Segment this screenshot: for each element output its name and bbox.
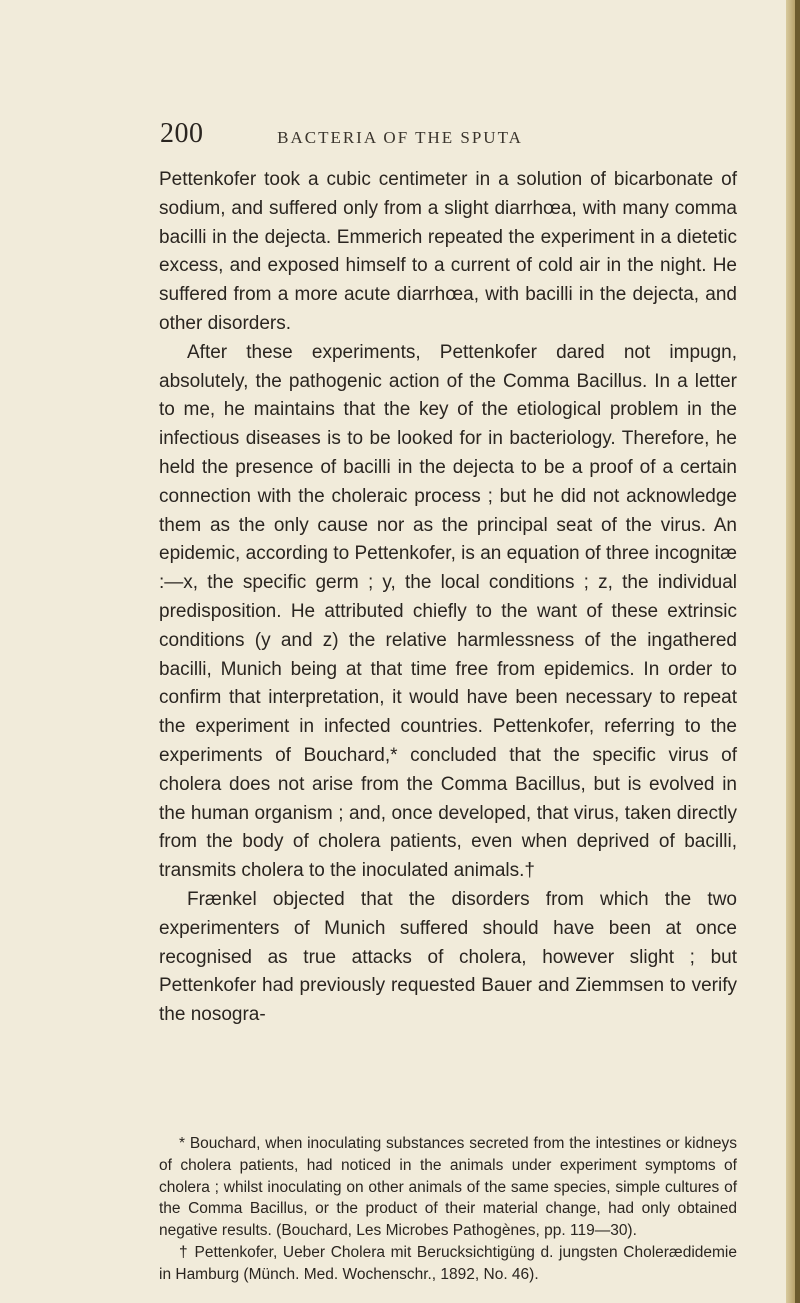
footnotes (159, 1133, 737, 1286)
paragraph: Frænkel objected that the disorders from which the two experimenters of Munich suffered should have been at once recognised as true attacks of cholera, however slight ; but Pettenkofer had previously requested Bauer and Ziemmsen to verify the nosogra- (159, 888, 737, 1026)
page-number: 200 (160, 118, 204, 149)
page-header (160, 118, 640, 152)
footnote: † Pettenkofer, Ueber Cholera mit Berucksichtigüng d. jungsten Cholerædidemie in Hamburg (Münch. Med. Wochenschr., 1892, No. 46). (159, 1243, 737, 1283)
body-text (159, 166, 737, 1030)
running-title: BACTERIA OF THE SPUTA (277, 128, 523, 147)
book-binding-shadow (795, 0, 800, 1303)
paragraph: After these experiments, Pettenkofer dared not impugn, absolutely, the pathogenic action of the Comma Bacillus. In a letter to me, he maintains that the key of the etiological problem in the infectious diseases is to be looked for in bacteriology. Therefore, he held the presence of bacilli in the dejecta to be a proof of a certain connection with the choleraic process ; but he did not acknowledge them as the only cause nor as the principal seat of the virus. An epidemic, according to Pettenkofer, is an equation of three incognitæ :—x, the specific germ ; y, the local conditions ; z, the individual predisposition. He attributed chiefly to the want of these extrinsic conditions (y and z) the relative harmlessness of the ingathered bacilli, Munich being at that time free from epidemics. In order to confirm that interpretation, it would have been necessary to repeat the experiment in infected countries. Pettenkofer, referring to the experiments of Bouchard,* concluded that the specific virus of cholera does not arise from the Comma Bacillus, but is evolved in the human organism ; and, once developed, that virus, taken directly from the body of cholera patients, even when deprived of bacilli, transmits cholera to the inoculated animals.† (159, 341, 737, 882)
footnote: * Bouchard, when inoculating substances secreted from the intestines or kidneys of cholera patients, had noticed in the animals under experiment symptoms of cholera ; whilst inoculating on other animals of the same species, simple cultures of the Comma Bacillus, or the product of their material change, had only obtained negative results. (Bouchard, Les Microbes Pathogènes, pp. 119—30). (159, 1135, 737, 1240)
paragraph: Pettenkofer took a cubic centimeter in a solution of bicarbonate of sodium, and suffered only from a slight diarrhœa, with many comma bacilli in the dejecta. Emmerich repeated the experiment in a dietetic excess, and exposed himself to a current of cold air in the night. He suffered from a more acute diarrhœa, with bacilli in the dejecta, and other disorders. (159, 169, 737, 334)
